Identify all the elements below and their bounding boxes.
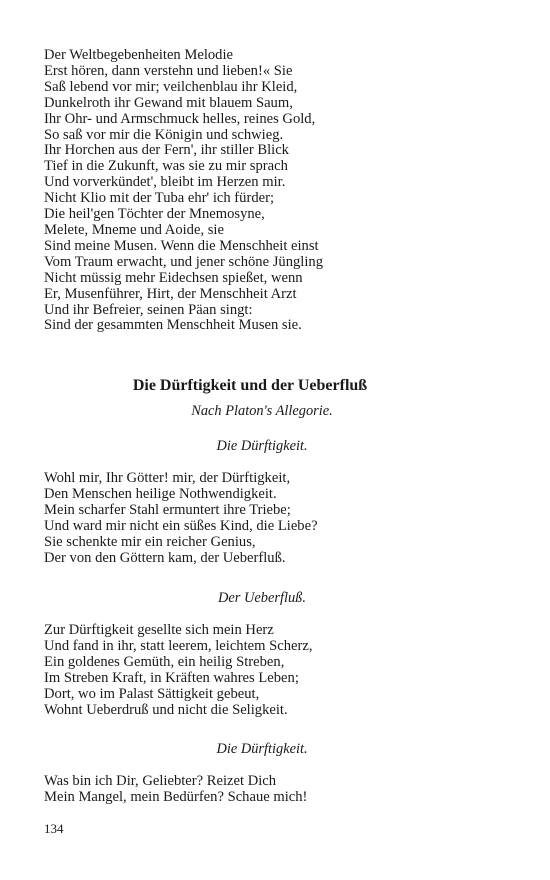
verse-line: So saß vor mir die Königin und schwieg. — [44, 126, 284, 143]
verse-line: Erst hören, dann verstehn und lieben!« Sie — [44, 62, 293, 79]
verse-block-durftigkeit-1 — [44, 471, 318, 566]
verse-line: Nicht Klio mit der Tuba ehr' ich fürder; — [44, 190, 275, 207]
verse-line: Den Menschen heilige Nothwendigkeit. — [44, 485, 277, 502]
speaker-label: Die Dürftigkeit. — [216, 438, 308, 454]
page-number: 134 — [44, 821, 64, 836]
verse-block-ueberfluss — [44, 623, 313, 718]
verse-line: Saß lebend vor mir; veilchenblau ihr Kleid, — [44, 78, 298, 95]
speaker-label: Die Dürftigkeit. — [216, 741, 308, 757]
verse-line: Und fand in ihr, statt leerem, leichtem Scherz, — [44, 637, 313, 654]
verse-line: Die heil'gen Töchter der Mnemosyne, — [44, 206, 265, 223]
verse-line: Nicht müssig mehr Eidechsen spießet, wenn — [44, 269, 303, 286]
verse-line: Und vorverkündet', bleibt im Herzen mir. — [44, 174, 286, 191]
verse-line: Vom Traum erwacht, und jener schöne Jüngling — [44, 253, 324, 270]
verse-line: Ein goldenes Gemüth, ein heilig Streben, — [44, 653, 285, 670]
verse-line: Im Streben Kraft, in Kräften wahres Leben; — [44, 669, 299, 686]
verse-line: Der Weltbegebenheiten Melodie — [44, 47, 234, 63]
verse-line: Sind meine Musen. Wenn die Menschheit einst — [44, 237, 319, 254]
verse-line: Melete, Mneme und Aoide, sie — [44, 221, 224, 238]
verse-line: Er, Musenführer, Hirt, der Menschheit Arzt — [44, 285, 297, 302]
poem-title: Die Dürftigkeit und der Ueberfluß — [132, 377, 368, 394]
verse-line: Sie schenkte mir ein reicher Genius, — [44, 533, 256, 550]
verse-line: Sind der gesammten Menschheit Musen sie. — [44, 317, 302, 334]
verse-line: Wohnt Ueberdruß und nicht die Seligkeit. — [44, 701, 288, 718]
verse-line: Zur Dürftigkeit gesellte sich mein Herz — [44, 622, 274, 638]
verse-line: Wohl mir, Ihr Götter! mir, der Dürftigkeit, — [44, 470, 291, 486]
speaker-label: Der Ueberfluß. — [218, 590, 306, 606]
verse-line: Was bin ich Dir, Geliebter? Reizet Dich — [44, 773, 277, 789]
verse-line: Dunkelroth ihr Gewand mit blauem Saum, — [44, 94, 293, 111]
verse-line: Ihr Horchen aus der Fern', ihr stiller Blick — [44, 142, 289, 159]
verse-line: Mein scharfer Stahl ermuntert ihre Triebe; — [44, 501, 291, 518]
poem-subtitle: Nach Platon's Allegorie. — [191, 403, 333, 419]
verse-line: Ihr Ohr- und Armschmuck helles, reines Gold, — [44, 110, 316, 127]
verse-block-durftigkeit-2 — [44, 774, 307, 806]
verse-line: Und ward mir nicht ein süßes Kind, die Liebe? — [44, 517, 318, 534]
verse-line: Dort, wo im Palast Sättigkeit gebeut, — [44, 685, 260, 702]
verse-line: Der von den Göttern kam, der Ueberfluß. — [44, 549, 286, 566]
verse-line: Und ihr Befreier, seinen Päan singt: — [44, 301, 253, 318]
verse-line: Tief in die Zukunft, was sie zu mir sprach — [44, 158, 288, 175]
verse-line: Mein Mangel, mein Bedürfen? Schaue mich! — [44, 788, 308, 805]
verse-block-intro — [44, 48, 323, 334]
